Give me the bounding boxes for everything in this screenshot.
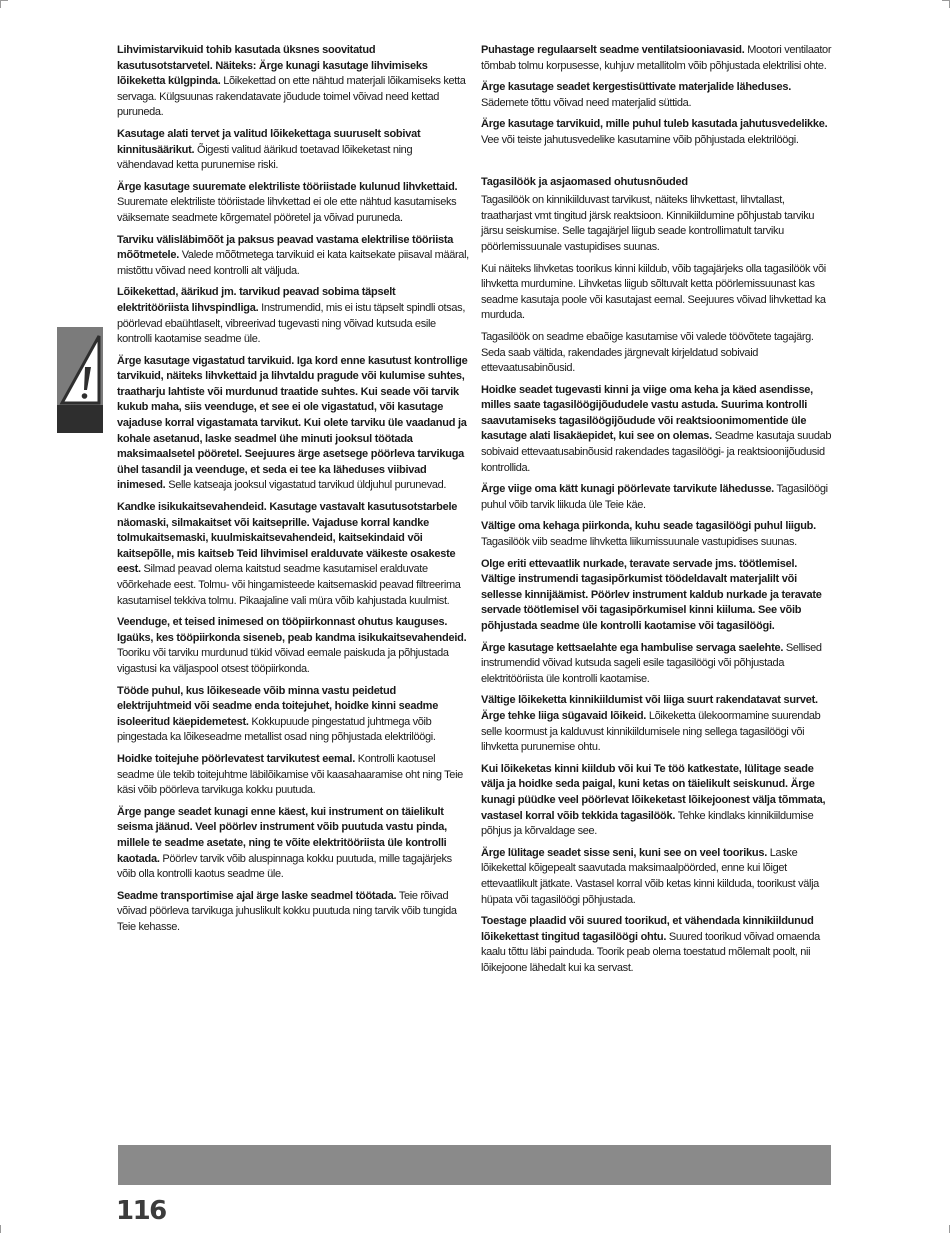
paragraph: Kui näiteks lihvketas toorikus kinni kiildub, võib tagajärjeks olla tagasilöök või lihvketta murdumine. Lihvketas liigub sõltuvalt ketta pöörlemissuunast kas seadme kasutaja poole või kasutajast eemal. Seejuures võivad lihvkettad ka murduda.	[481, 262, 826, 322]
right-column	[481, 43, 833, 982]
paragraph: Ärge lülitage seadet sisse seni, kuni see on veel toorikus. Laske lõikekettal kõigepealt saavutada maksimaalpöörded, enne kui lõiget ettevaatlikult jätkate. Vastasel korral võib ketas kinni kiilduda, toorikust välja hüpata või tagasilöögi põhjustada.	[481, 846, 819, 906]
crop-mark	[0, 0, 8, 1]
paragraph: Ärge kasutage tarvikuid, mille puhul tuleb kasutada jahutusvedelikke. Vee või teiste jahutusvedelike kasutamine võib põhjustada elektrilöögi.	[481, 118, 828, 146]
paragraph: Seadme transportimise ajal ärge laske seadmel töötada. Teie rõivad võivad pöörleva tarvikuga juhuslikult kokku puutuda ning tarvik võib tungida Teie kehasse.	[117, 889, 457, 933]
paragraph: Lõikekettad, äärikud jm. tarvikud peavad sobima täpselt elektritööriista lihvspindliga. Instrumendid, mis ei istu täpselt spindli otsas, pöörlevad ebaühtlaselt, vibreerivad tugevasti ning võivad kutsuda esile kontrolli kaotamise seadme üle.	[117, 286, 466, 346]
warning-strip-dark	[57, 405, 103, 433]
paragraph: Hoidke toitejuhe pöörlevatest tarvikutest eemal. Kontrolli kaotusel seadme üle tekib toitejuhtme läbilõikamise või kaasahaaramise oht ning Teie käsi võib pöörleva tarvikuga kokku puutuda.	[117, 752, 463, 797]
paragraph: Ärge kasutage seadet kergestisüttivate materjalide läheduses. Sädemete tõttu võivad need materjalid süttida.	[481, 81, 792, 109]
paragraph: Hoidke seadet tugevasti kinni ja viige oma keha ja käed asendisse, milles saate tagasilöögijõududele vastu astuda. Suurima kontrolli saavutamiseks tagasilöögijõudude või reaktsioonimomentide üle kasutage alati lisakäepidet, kui see on olemas. Seadme kasutaja suudab sobivaid ettevaatusabinõusid rakendades tagasilöögi- ja reaktsioonijõudusid kontrollida.	[481, 383, 832, 474]
section-heading: Tagasilöök ja asjaomased ohutusnõuded	[481, 175, 688, 188]
warning-exclamation-icon	[58, 333, 102, 409]
paragraph: Olge eriti ettevaatlik nurkade, teravate servade jms. töötlemisel. Vältige instrumendi tagasipõrkumist töödeldavalt materjalilt või sellesse kinnijäämist. Pöörlev instrument kaldub nurkade ja teravate servade töötlemisel või tagasipõrkumisel kinni kiiluma. See võib põhjustada seadme üle kontrolli kaotamise või tagasilöögi.	[481, 557, 822, 632]
paragraph: Kui lõikeketas kinni kiildub või kui Te töö katkestate, lülitage seade välja ja hoidke seda paigal, kuni ketas on täielikult seiskunud. Ärge kunagi püüdke veel pöörlevat lõikeketast lõikejoonest välja tõmmata, vastasel korral võib tekkida tagasilöök. Tehke kindlaks kinnikiildumise põhjus ja kõrvaldage see.	[481, 762, 826, 838]
paragraph: Vältige lõikeketta kinnikiildumist või liiga suurt rakendatavat survet. Ärge tehke liiga sügavaid lõikeid. Lõikeketta ülekoormamine suurendab selle koormust ja kalduvust kinnikiildumisele ning sellega tagasilöögi või lihvketta purunemise ohtu.	[481, 694, 821, 754]
paragraph: Tarviku välisläbimõõt ja paksus peavad vastama elektrilise tööriista mõõtmetele. Valede mõõtmetega tarvikuid ei kata kaitsekate piisaval määral, mistõttu võivad need kontrolli alt väljuda.	[117, 233, 469, 277]
paragraph: Ärge kasutage vigastatud tarvikuid. Iga kord enne kasutust kontrollige tarvikuid, näiteks lihvkettaid ja lihvtaldu pragude või kulumise suhtes, traatharju lahtiste või murdunud traatide suhtes. Kui seade või tarvik kukub maha, siis veenduge, et see ei ole vigastatud, või kasutage vajaduse korral vigastamata tarvikut. Kui olete tarviku üle vaadanud ja kohale asetanud, laske seadmel ühe minuti jooksul töötada maksimaalsetel pööretel. Seejuures ärge asetsege pöörleva tarvikuga ühel tasandil ja veenduge, et seda ei tee ka läheduses viibivad inimesed. Selle katseaja jooksul vigastatud tarvikud üldjuhul purunevad.	[117, 354, 468, 492]
crop-mark	[0, 0, 1, 8]
paragraph: Toestage plaadid või suured toorikud, et vähendada kinnikiildunud lõikekettast tingitud tagasilöögi ohtu. Suured toorikud võivad omaenda kaalu tõttu läbi painduda. Toorik peab olema toestatud mõlemalt poolt, nii lõikejoone lähedalt kui ka servast.	[481, 915, 820, 974]
left-column	[117, 43, 469, 941]
paragraph: Kasutage alati tervet ja valitud lõikekettaga suuruselt sobivat kinnitusäärikut. Õigesti valitud äärikud toetavad lõikeketast ning vähendavad ketta purunemise riski.	[117, 127, 421, 172]
paragraph: Kandke isikukaitsevahendeid. Kasutage vastavalt kasutusotstarbele näomaski, silmakaitset või kaitseprille. Vajaduse korral kandke tolmukaitsemaski, kuulmiskaitsevahendeid, kaitsekindaid või kaitsepõlle, mis kaitseb Teid lihvimisel eralduvate väikeste osakeste eest. Silmad peavad olema kaitstud seadme kasutamisel eralduvate võõrkehade eest. Tolmu- või hingamisteede kaitsemaskid peavad filtreerima kasutamisel tekkiva tolmu. Pikaajaline vali müra võib kahjustada kuulmist.	[117, 501, 461, 607]
paragraph: Puhastage regulaarselt seadme ventilatsiooniavasid. Mootori ventilaator tõmbab tolmu korpusesse, kuhjuv metallitolm võib põhjustada elektrilisi ohte.	[481, 44, 832, 72]
paragraph: Ärge viige oma kätt kunagi pöörlevate tarvikute lähedusse. Tagasilöögi puhul võib tarvik liikuda üle Teie käe.	[481, 483, 828, 511]
paragraph: Ärge kasutage kettsaelahte ega hambulise servaga saelehte. Sellised instrumendid võivad kutsuda sageli esile tagasilöögi või põhjustada elektritööriista üle kontrolli kaotamise.	[481, 641, 822, 685]
paragraph: Tööde puhul, kus lõikeseade võib minna vastu peidetud elektrijuhtmeid või seadme enda toitejuhet, hoidke kinni seadme isoleeritud käepidemetest. Kokkupuude pingestatud juhtmega võib pingestada ka lõikeseadme metallist osad ning põhjustada elektrilöögi.	[117, 684, 439, 744]
paragraph: Vältige oma kehaga piirkonda, kuhu seade tagasilöögi puhul liigub. Tagasilöök viib seadme lihvketta liikumissuunale vastupidises suunas.	[481, 520, 816, 549]
page-number: 116	[116, 1196, 166, 1226]
paragraph: Veenduge, et teised inimesed on tööpiirkonnast ohutus kauguses. Igaüks, kes tööpiirkonda siseneb, peab kandma isikukaitsevahendeid. Tooriku või tarviku murdunud tükid võivad eemale paiskuda ja põhjustada vigastusi ka väljaspool otsest tööpiirkonda.	[117, 616, 467, 675]
paragraph: Tagasilöök on seadme ebaõige kasutamise või valede töövõtete tagajärg. Seda saab vältida, rakendades järgnevalt kirjeldatud sobivaid ettevaatusabinõusid.	[481, 330, 814, 375]
footer-bar	[118, 1145, 831, 1185]
paragraph: Lihvimistarvikuid tohib kasutada üksnes soovitatud kasutusotstarvetel. Näiteks: Ärge kunagi kasutage lihvimiseks lõikeketta külgpinda. Lõikekettad on ette nähtud materjali lõikamiseks ketta servaga. Külgsuunas rakendatavate jõudude toimel võivad need kettad puruneda.	[117, 44, 466, 119]
paragraph: Tagasilöök on kinnikiilduvast tarvikust, näiteks lihvkettast, lihvtallast, traatharjast vmt tingitud järsk reaktsioon. Kinnikiildumine põhjustab tarviku järsu seiskumise. Selle tagajärjel liigub seade kontrollimatult tarviku pöörlemissuunale vastupidises suunas.	[481, 194, 815, 253]
warning-strip	[57, 327, 103, 433]
paragraph: Ärge kasutage suuremate elektriliste tööriistade kulunud lihvkettaid. Suuremate elektriliste tööriistade lihvkettad ei ole ette nähtud kasutamiseks väiksemate seadmete kõrgematel pööretel ja võivad puruneda.	[117, 180, 458, 224]
paragraph: Ärge pange seadet kunagi enne käest, kui instrument on täielikult seisma jäänud. Veel pöörlev instrument võib puutuda vastu pinda, millele te seadme asetate, ning te võite elektritööriista üle kontrolli kaotada. Pöörlev tarvik võib aluspinnaga kokku puutuda, mille tagajärjeks võib olla kontrolli kaotus seadme üle.	[117, 805, 452, 881]
crop-mark	[0, 1225, 1, 1233]
